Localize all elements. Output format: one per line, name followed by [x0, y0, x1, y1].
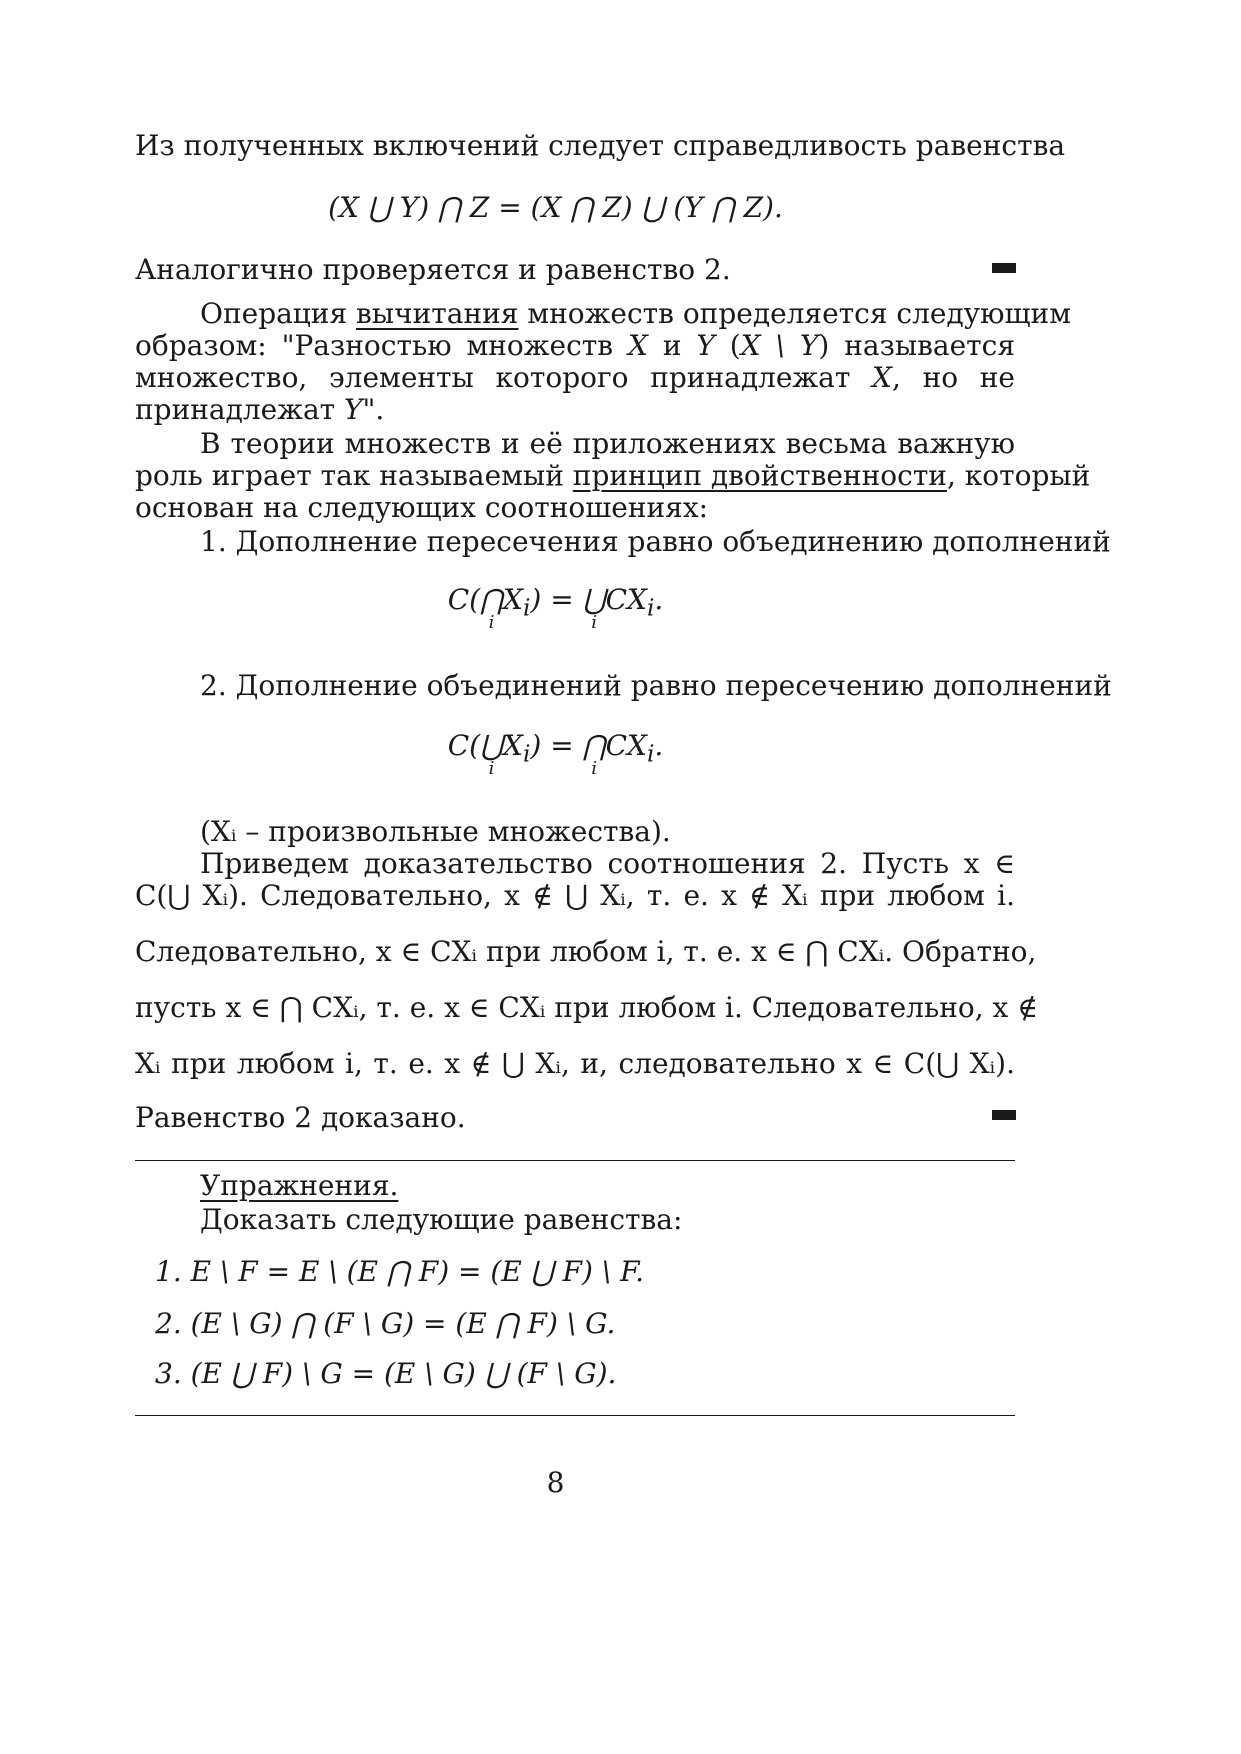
text: принадлежат — [135, 393, 345, 426]
text: X — [503, 729, 523, 762]
paragraph-analog: Аналогично проверяется и равенство 2. — [135, 253, 731, 286]
math-x: X — [872, 361, 892, 394]
qed-mark — [992, 263, 1016, 273]
subtraction-line-2 — [135, 330, 1015, 362]
glyph: ⋂ — [480, 583, 504, 616]
text: роль играет так называемый — [135, 459, 573, 492]
math-y: Y — [696, 329, 715, 362]
text: Операция — [200, 297, 357, 330]
exercises-intro: Доказать следующие равенства: — [200, 1203, 683, 1236]
proof-line-4: пусть x ∈ ⋂ CXᵢ, т. е. x ∈ CXᵢ при любом i. Следовательно, x ∉ — [135, 991, 1038, 1024]
proof-line-5: Xᵢ при любом i, т. е. x ∉ ⋃ Xᵢ, и, следовательно x ∈ C(⋃ Xᵢ). — [135, 1047, 1015, 1080]
paragraph-intro: Из полученных включений следует справедливость равенства — [135, 129, 1066, 162]
text: . — [654, 583, 664, 616]
proof-line-1: Приведем доказательство соотношения 2. Пусть x ∈ — [200, 847, 1015, 880]
exercise-item-3: 3. (E ⋃ F) \ G = (E \ G) ⋃ (F \ G). — [155, 1357, 617, 1390]
index-sub: i — [522, 593, 531, 622]
page-number: 8 — [546, 1466, 565, 1499]
exercise-item-1: 1. E \ F = E \ (E ⋂ F) = (E ⋃ F) \ F. — [155, 1255, 645, 1288]
divider-bottom — [135, 1415, 1015, 1416]
exercises-title-text: Упражнения. — [200, 1169, 399, 1202]
big-union-symbol — [480, 729, 504, 779]
item-1-statement: 1. Дополнение пересечения равно объединению дополнений — [200, 525, 1111, 558]
exercises-title — [200, 1170, 1015, 1202]
subtraction-line-1 — [200, 297, 1072, 330]
proof-line-6: Равенство 2 доказано. — [135, 1101, 466, 1134]
index-sub: i — [522, 739, 531, 768]
text: CX — [605, 729, 647, 762]
equation-de-morgan-2 — [0, 729, 1111, 779]
equation-distributive-text: (X ⋃ Y) ⋂ Z = (X ⋂ Z) ⋃ (Y ⋂ Z). — [328, 191, 783, 224]
text: CX — [605, 583, 647, 616]
text: C( — [447, 583, 481, 616]
text: множество, элементы которого принадлежат — [135, 361, 873, 394]
big-intersection-symbol — [480, 583, 504, 633]
duality-line-1: В теории множеств и её приложениях весьма важную — [200, 427, 1015, 460]
big-intersection-symbol — [582, 729, 606, 779]
item-2-statement: 2. Дополнение объединений равно пересечению дополнений — [200, 669, 1112, 702]
text: . — [654, 729, 664, 762]
text: ( — [714, 329, 741, 362]
math-y: Y — [344, 393, 363, 426]
equation-de-morgan-1 — [0, 583, 1111, 633]
text: ) называется — [818, 329, 1015, 362]
math-x: X — [627, 329, 648, 362]
index-sub: i — [646, 593, 655, 622]
text: , который — [946, 459, 1091, 492]
qed-mark — [992, 1110, 1016, 1120]
glyph: ⋃ — [480, 729, 504, 762]
index-sub: i — [646, 739, 655, 768]
proof-line-3: Следовательно, x ∈ CXᵢ при любом i, т. е. x ∈ ⋂ CXᵢ. Обратно, — [135, 935, 1037, 968]
math-difference: X \ Y — [740, 329, 819, 362]
text: C( — [447, 729, 481, 762]
glyph: ⋂ — [582, 729, 606, 762]
term-duality-principle: принцип двойственности — [572, 459, 947, 492]
glyph: ⋃ — [582, 583, 606, 616]
text: ) = — [530, 583, 583, 616]
index-sub: i — [591, 612, 597, 633]
equation-distributive — [0, 192, 1111, 224]
text: , но не — [891, 361, 1016, 394]
text: образом: "Разностью множеств — [135, 329, 628, 362]
term-subtraction: вычитания — [356, 297, 519, 330]
text: ) = — [530, 729, 583, 762]
text: ". — [362, 393, 385, 426]
text: X — [503, 583, 523, 616]
duality-line-2 — [135, 459, 1091, 492]
duality-line-3: основан на следующих соотношениях: — [135, 491, 709, 524]
divider-top — [135, 1160, 1015, 1161]
text: и — [647, 329, 697, 362]
exercise-item-2: 2. (E \ G) ⋂ (F \ G) = (E ⋂ F) \ G. — [155, 1307, 616, 1340]
index-sub: i — [488, 612, 495, 633]
subtraction-line-3 — [135, 362, 1015, 394]
index-sub: i — [591, 758, 597, 779]
subtraction-line-4 — [135, 394, 1015, 426]
proof-line-2: C(⋃ Xᵢ). Следовательно, x ∉ ⋃ Xᵢ, т. е. x ∉ Xᵢ при любом i. — [135, 879, 1015, 912]
index-sub: i — [488, 758, 495, 779]
text: множеств определяется следующим — [518, 297, 1072, 330]
note-arbitrary-sets: (Xᵢ – произвольные множества). — [200, 815, 671, 848]
big-union-symbol — [582, 583, 606, 633]
